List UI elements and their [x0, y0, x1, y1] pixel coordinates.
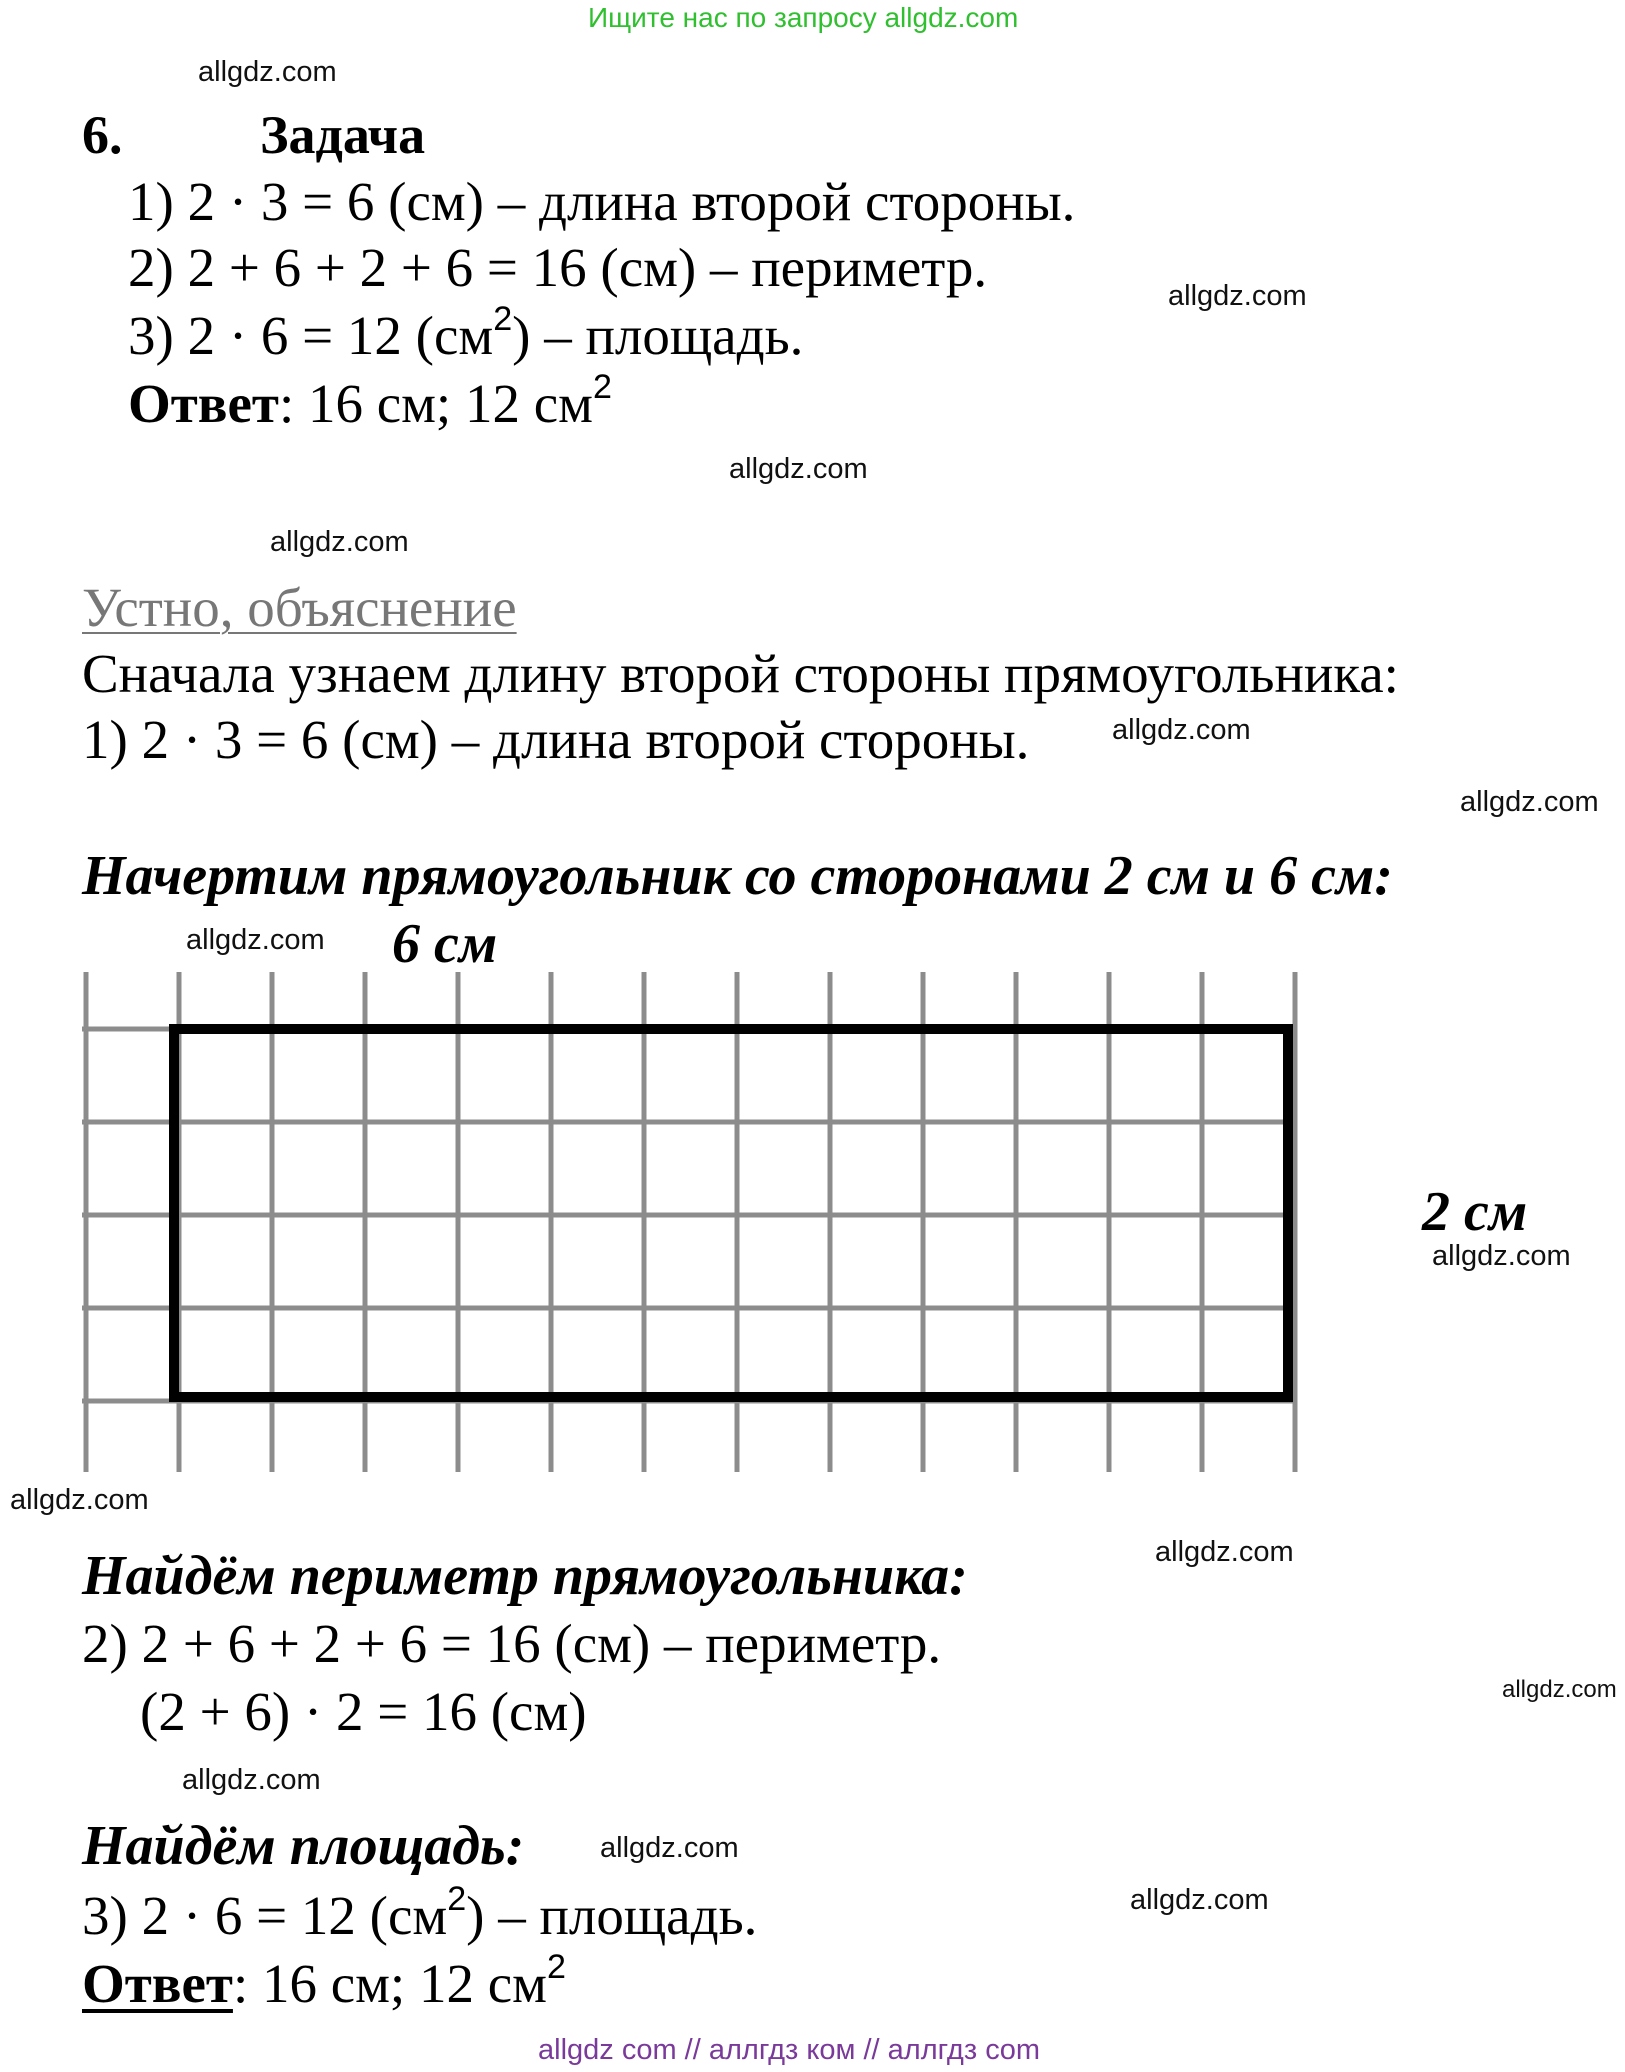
watermark: allgdz.com [1155, 1536, 1294, 1568]
task-step-3: 3) 2 · 6 = 12 $(см^2)$ – площадь. [128, 300, 804, 366]
grid-paper [82, 972, 1382, 1472]
watermark: allgdz.com [1432, 1240, 1571, 1272]
task-title: Задача [260, 105, 426, 165]
perimeter-heading: Найдём периметр прямоугольника: [82, 1545, 968, 1607]
watermark: allgdz.com [270, 526, 409, 558]
area-heading: Найдём площадь: [82, 1815, 525, 1877]
oral-step-1: 1) 2 · 3 = 6 (см) – длина второй стороны. [82, 709, 1030, 770]
watermark: allgdz.com [10, 1484, 149, 1516]
oral-heading: Устно, объяснение [82, 577, 517, 638]
answer-label: Ответ [128, 373, 279, 434]
watermark: allgdz.com [1168, 280, 1307, 312]
watermark: allgdz.com [1502, 1676, 1617, 1703]
watermark: allgdz.com [1130, 1884, 1269, 1916]
watermark: allgdz.com [600, 1832, 739, 1864]
perimeter-line-1: 2) 2 + 6 + 2 + 6 = 16 (см) – периметр. [82, 1613, 942, 1674]
final-answer: Ответ: 16 см; 12 $см^2$ [82, 1948, 566, 2014]
watermark: allgdz.com [198, 56, 337, 88]
task-step-2: 2) 2 + 6 + 2 + 6 = 16 (см) – периметр. [128, 237, 988, 298]
watermark: allgdz.com [1460, 786, 1599, 818]
search-banner: Ищите нас по запросу allgdz.com [588, 2, 1019, 33]
task-number: 6. [82, 105, 123, 165]
drawing-heading: Начертим прямоугольник со сторонами 2 см и 6 см: [82, 845, 1393, 907]
task-answer: Ответ: 16 см; 12 $см^2$ [128, 368, 612, 434]
watermark: allgdz.com [182, 1764, 321, 1796]
watermark: allgdz.com [1112, 714, 1251, 746]
label-height: 2 см [1422, 1181, 1528, 1243]
watermark: allgdz.com [186, 924, 325, 956]
watermark: allgdz.com [729, 453, 868, 485]
task-step-1: 1) 2 · 3 = 6 (см) – длина второй стороны. [128, 171, 1076, 232]
final-answer-label: Ответ [82, 1953, 233, 2014]
perimeter-line-2: (2 + 6) · 2 = 16 (см) [140, 1681, 587, 1742]
oral-intro: Сначала узнаем длину второй стороны прямоугольника: [82, 643, 1399, 704]
label-width: 6 см [392, 913, 498, 975]
area-line: 3) 2 · 6 = 12 $(см^2)$ – площадь. [82, 1880, 758, 1946]
footer-links: allgdz com // аллгдз ком // аллгдз com [538, 2034, 1040, 2066]
